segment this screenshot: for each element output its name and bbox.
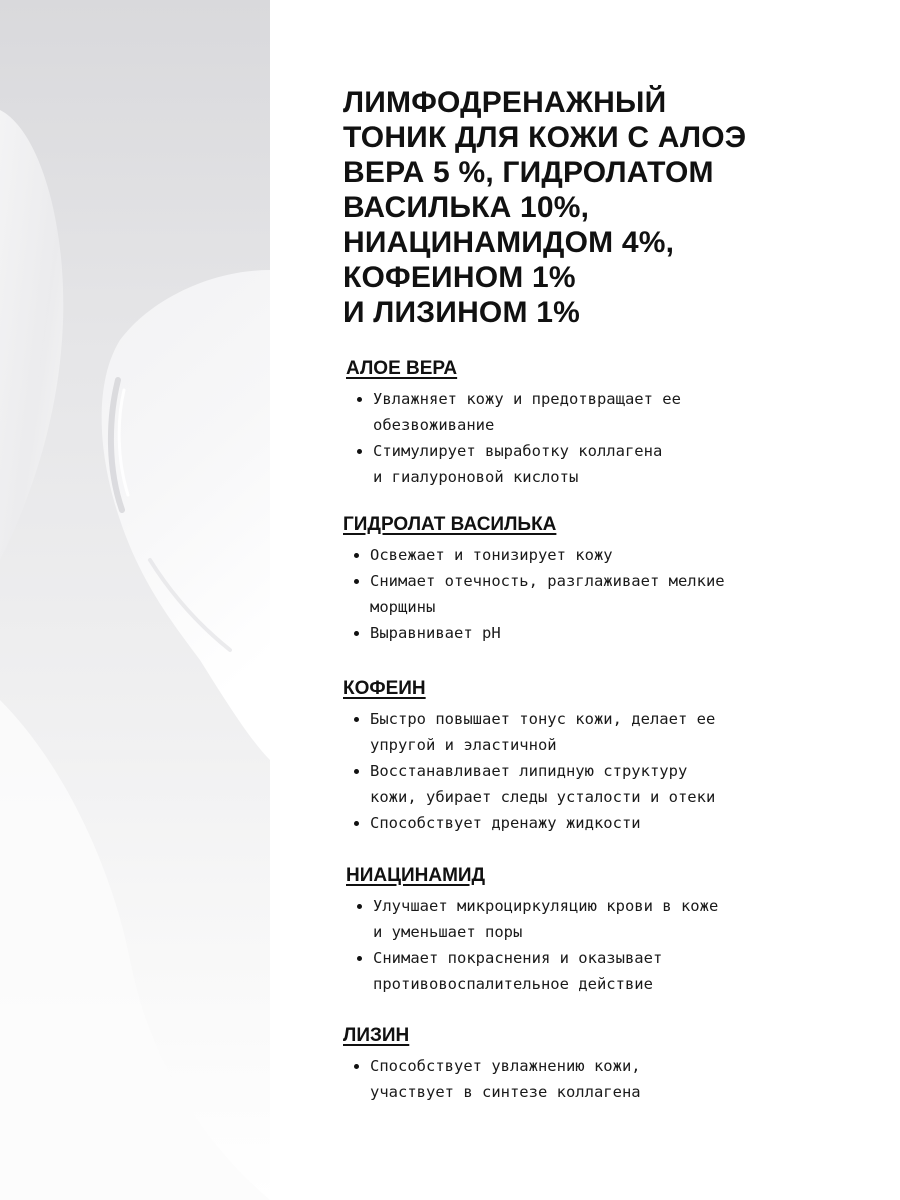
bullet-list (343, 1053, 641, 1105)
section-heading: ГИДРОЛАТ ВАСИЛЬКА (343, 514, 557, 535)
list-item (346, 893, 718, 945)
bullet-icon (354, 717, 359, 722)
list-item-text: Снимает покраснения и оказывает противовоспалительное действие (373, 949, 663, 993)
section-lysine (343, 1025, 641, 1105)
bullet-icon (354, 1064, 359, 1069)
list-item-text: Восстанавливает липидную структуру кожи, убирает следы усталости и отеки (370, 762, 716, 806)
list-item-text: Способствует увлажнению кожи, участвует в синтезе коллагена (370, 1057, 641, 1101)
bullet-icon (357, 904, 362, 909)
bullet-icon (354, 769, 359, 774)
list-item-text: Выравнивает pH (370, 624, 501, 642)
list-item (343, 1053, 641, 1105)
list-item (346, 438, 681, 490)
bullet-icon (354, 821, 359, 826)
list-item (346, 386, 681, 438)
list-item (346, 945, 718, 997)
bullet-list (343, 706, 715, 836)
section-heading: ЛИЗИН (343, 1025, 410, 1046)
section-aloe-vera (346, 358, 681, 490)
section-heading: КОФЕИН (343, 678, 426, 699)
bullet-icon (354, 553, 359, 558)
bullet-list (343, 542, 725, 646)
section-heading: НИАЦИНАМИД (346, 865, 486, 886)
section-heading: АЛОЕ ВЕРА (346, 358, 458, 379)
bullet-list (346, 386, 681, 490)
list-item (343, 758, 715, 810)
bullet-icon (354, 631, 359, 636)
list-item (343, 810, 715, 836)
list-item (343, 542, 725, 568)
section-cornflower-hydrolate (343, 514, 725, 646)
content-column (343, 85, 863, 330)
bullet-icon (357, 449, 362, 454)
section-niacinamide (346, 865, 718, 997)
list-item (343, 620, 725, 646)
bullet-list (346, 893, 718, 997)
list-item-text: Освежает и тонизирует кожу (370, 546, 613, 564)
list-item (343, 706, 715, 758)
page-title: ЛИМФОДРЕНАЖНЫЙ ТОНИК ДЛЯ КОЖИ С АЛОЭ ВЕРА 5 %, ГИДРОЛАТОМ ВАСИЛЬКА 10%, НИАЦИНАМИДОМ 4%, КОФЕИНОМ 1% И ЛИЗИНОМ 1% (343, 86, 747, 329)
list-item (343, 568, 725, 620)
list-item-text: Снимает отечность, разглаживает мелкие морщины (370, 572, 725, 616)
list-item-text: Улучшает микроциркуляцию крови в коже и уменьшает поры (373, 897, 719, 941)
product-texture-photo (0, 0, 270, 1200)
list-item-text: Быстро повышает тонус кожи, делает ее упругой и эластичной (370, 710, 716, 754)
bullet-icon (357, 397, 362, 402)
list-item-text: Способствует дренажу жидкости (370, 814, 641, 832)
bullet-icon (354, 579, 359, 584)
section-caffeine (343, 678, 715, 836)
list-item-text: Увлажняет кожу и предотвращает ее обезвоживание (373, 390, 681, 434)
bullet-icon (357, 956, 362, 961)
list-item-text: Стимулирует выработку коллагена и гиалуроновой кислоты (373, 442, 663, 486)
